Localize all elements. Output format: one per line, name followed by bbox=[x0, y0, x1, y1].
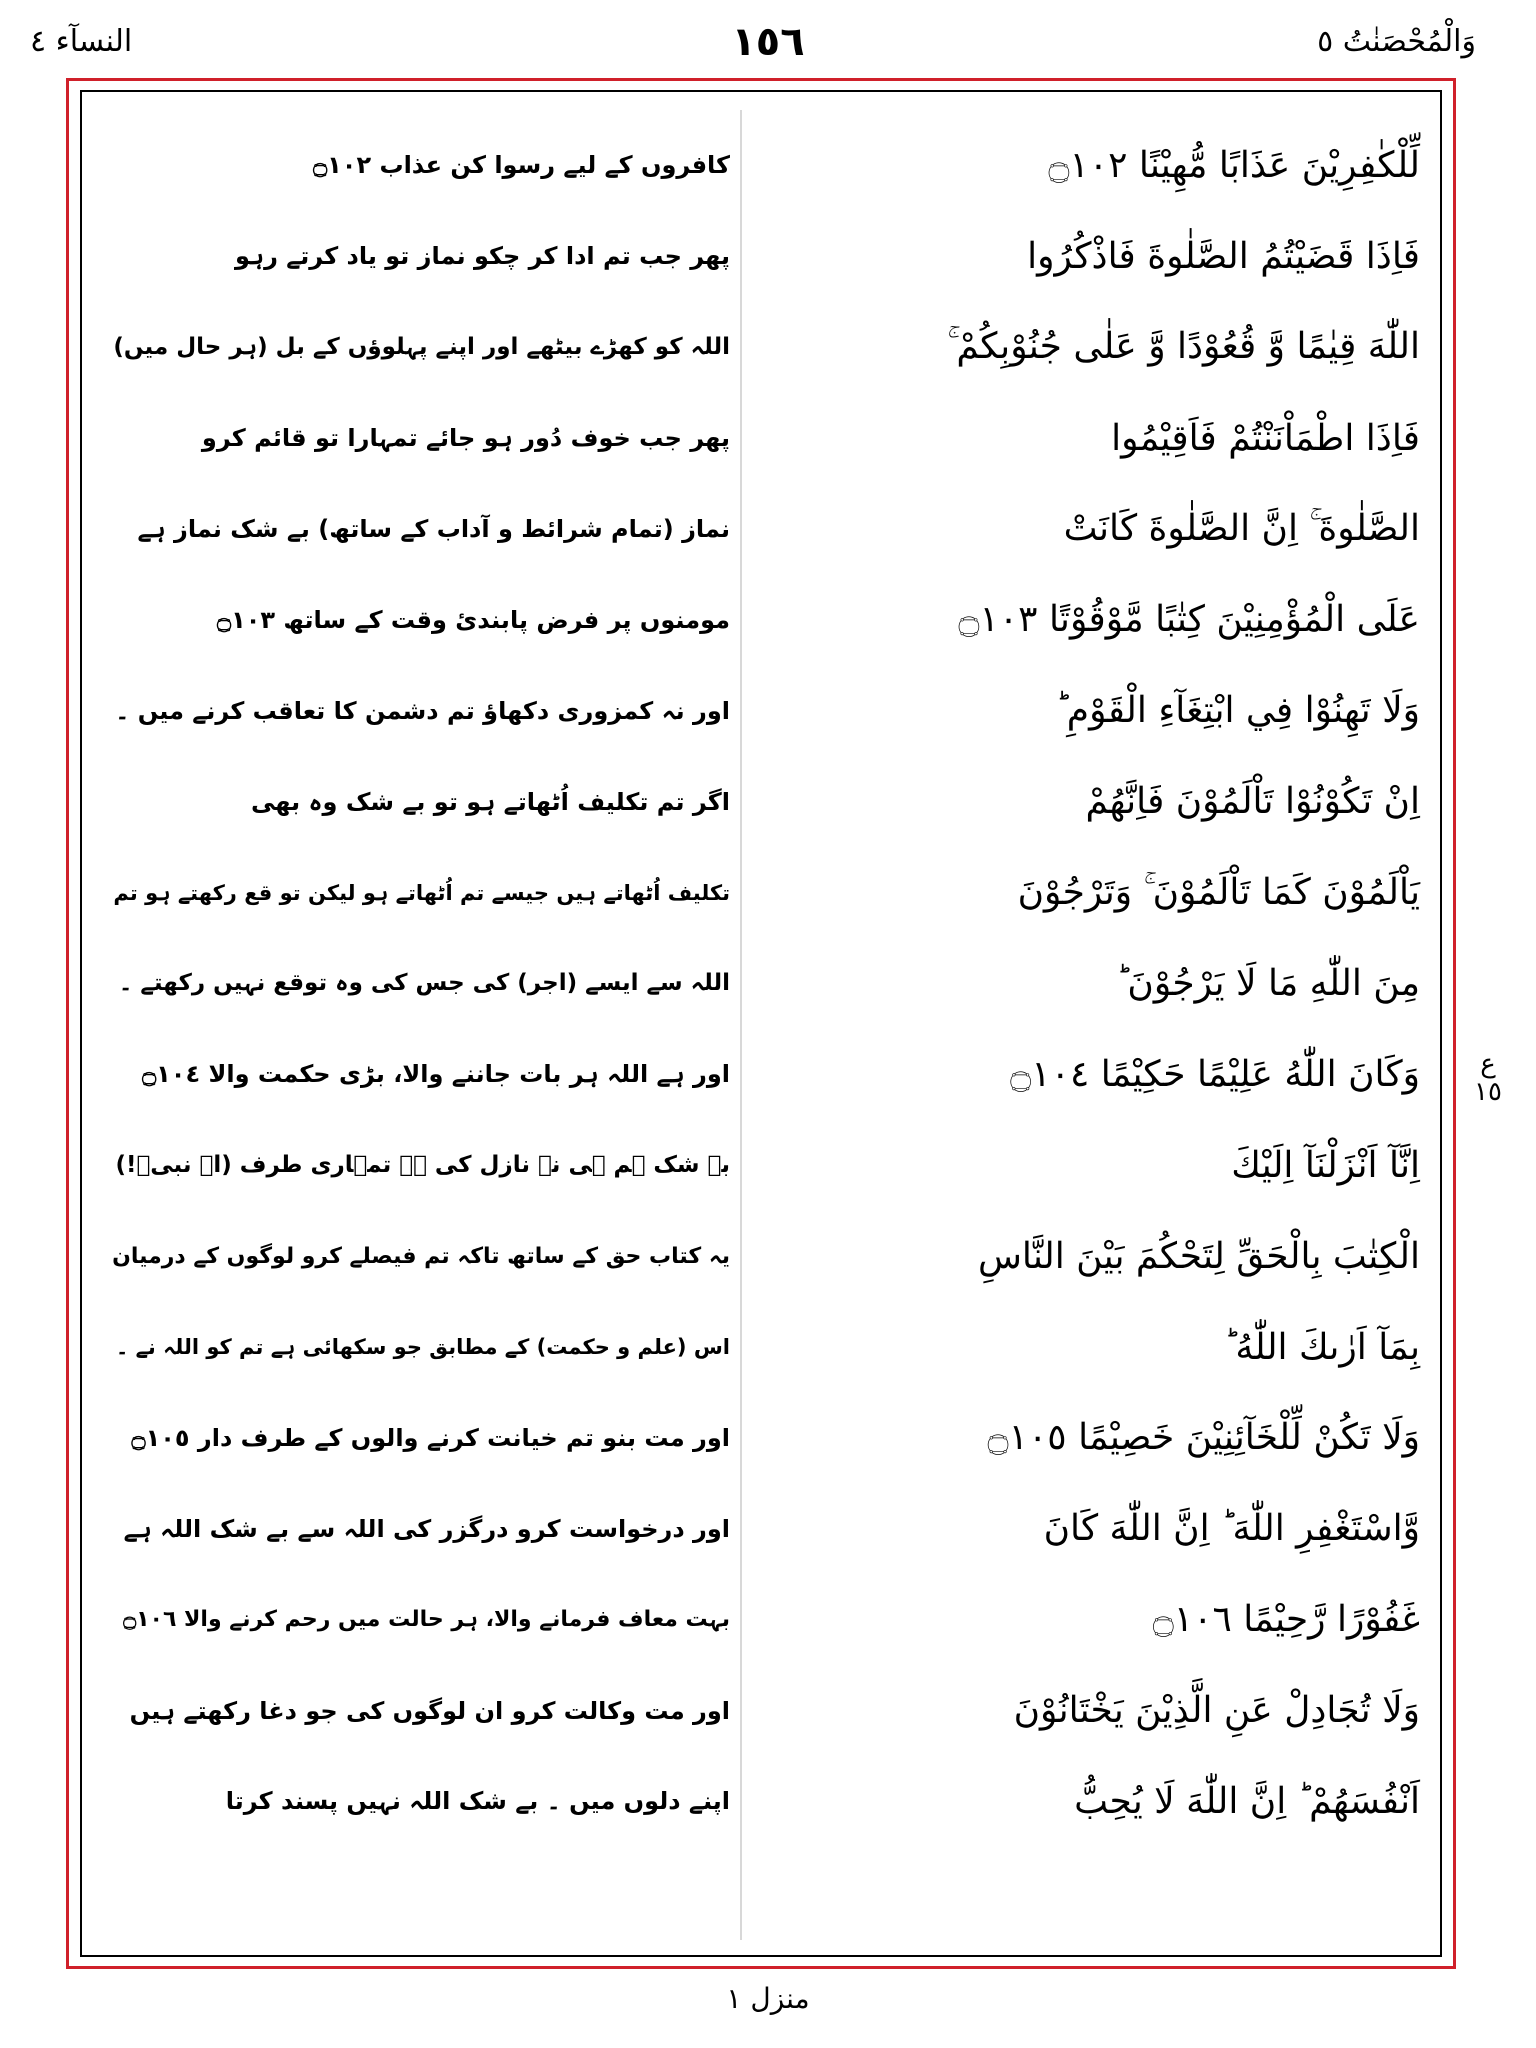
urdu-translation-line bbox=[100, 393, 730, 484]
arabic-verse-line bbox=[930, 665, 1420, 756]
arabic-verse-line-text: يَاْلَمُوْنَ كَمَا تَاْلَمُوْنَ ۚ وَتَرْجُوْنَ bbox=[1017, 871, 1420, 913]
urdu-translation-line bbox=[100, 1574, 730, 1665]
arabic-verse-line-text: وَّاسْتَغْفِرِ اللّٰهَ ؕ اِنَّ اللّٰهَ كَانَ bbox=[1043, 1508, 1420, 1550]
arabic-verse-line bbox=[930, 1029, 1420, 1120]
arabic-verse-line-text: وَلَا تَكُنْ لِّلْخَآئِنِيْنَ خَصِيْمًا ۝١٠٥ bbox=[987, 1417, 1420, 1459]
urdu-translation-line bbox=[100, 574, 730, 665]
arabic-verse-line bbox=[930, 574, 1420, 665]
surah-part-header: وَالْمُحْصَنٰتُ ٥ bbox=[1317, 24, 1476, 59]
urdu-translation-line-text: اللہ سے ایسے (اجر) کی جس کی وہ توقع نہیں رکھتے ۔ bbox=[118, 970, 730, 997]
urdu-translation-line bbox=[100, 120, 730, 211]
arabic-verse-line-text: الصَّلٰوةَ ۚ اِنَّ الصَّلٰوةَ كَانَتْ bbox=[1063, 508, 1420, 549]
urdu-translation-line bbox=[100, 1211, 730, 1302]
arabic-verse-line bbox=[930, 847, 1420, 938]
arabic-verse-line-text: اَنْفُسَهُمْ ؕ اِنَّ اللّٰهَ لَا يُحِبُّ bbox=[1074, 1780, 1420, 1822]
arabic-verse-line bbox=[930, 938, 1420, 1029]
urdu-translation-line-text: نماز (تمام شرائط و آداب کے ساتھ) بے شک نماز ہے bbox=[137, 515, 730, 543]
urdu-translation-line-text: بہت معاف فرمانے والا، ہر حالت میں رحم کرنے والا ۝١٠٦ bbox=[123, 1607, 730, 1633]
surah-name-header: النسآء ٤ bbox=[30, 24, 133, 59]
arabic-verse-line bbox=[930, 756, 1420, 847]
urdu-translation-line-text: اگر تم تکلیف اُٹھاتے ہو تو بے شک وہ بھی bbox=[251, 787, 730, 816]
arabic-verse-line bbox=[930, 302, 1420, 393]
arabic-verse-line-text: الْكِتٰبَ بِالْحَقِّ لِتَحْكُمَ بَيْنَ النَّاسِ bbox=[977, 1235, 1420, 1277]
column-divider bbox=[740, 110, 742, 1940]
urdu-translation-line bbox=[100, 1392, 730, 1483]
urdu-translation-line-text: اور درخواست کرو درگزر کی اللہ سے بے شک اللہ ہے bbox=[123, 1514, 730, 1543]
arabic-verse-line bbox=[930, 1756, 1420, 1847]
arabic-verse-line bbox=[930, 1483, 1420, 1574]
urdu-translation-line bbox=[100, 302, 730, 393]
urdu-translation-line-text: اور مت وکالت کرو ان لوگوں کی جو دغا رکھتے ہیں bbox=[129, 1696, 730, 1725]
urdu-translation-line bbox=[100, 1756, 730, 1847]
urdu-translation-line bbox=[100, 484, 730, 575]
urdu-translation-line-text: پھر جب تم ادا کر چکو نماز تو یاد کرتے رہو bbox=[234, 242, 730, 271]
urdu-translation-line bbox=[100, 665, 730, 756]
arabic-verse-line-text: اللّٰهَ قِيٰمًا وَّ قُعُوْدًا وَّ عَلٰى جُنُوْبِكُمْ ۚ bbox=[947, 326, 1420, 368]
urdu-translation-line bbox=[100, 938, 730, 1029]
arabic-verse-line-text: اِنْ تَكُوْنُوْا تَاْلَمُوْنَ فَاِنَّهُمْ bbox=[1085, 781, 1420, 823]
arabic-verse-line-text: وَلَا تَهِنُوْا فِي ابْتِغَآءِ الْقَوْمِ ؕ bbox=[1055, 690, 1420, 732]
arabic-verse-line bbox=[930, 1574, 1420, 1665]
urdu-translation-line-text: اللہ کو کھڑے بیٹھے اور اپنے پہلوؤں کے بل (ہر حال میں) bbox=[113, 334, 730, 361]
urdu-translation-line bbox=[100, 1120, 730, 1211]
manzil-footer: منزل ١ bbox=[726, 1982, 810, 2015]
urdu-translation-line bbox=[100, 1483, 730, 1574]
urdu-translation-line-text: اپنے دلوں میں ۔ بے شک اللہ نہیں پسند کرتا bbox=[225, 1787, 730, 1816]
urdu-translation-line bbox=[100, 847, 730, 938]
arabic-verse-line-text: وَلَا تُجَادِلْ عَنِ الَّذِيْنَ يَخْتَانُوْنَ bbox=[1013, 1690, 1420, 1732]
urdu-translation-line-text: اور مت بنو تم خیانت کرنے والوں کے طرف دار ۝١٠٥ bbox=[131, 1423, 730, 1452]
arabic-verse-line-text: مِنَ اللّٰهِ مَا لَا يَرْجُوْنَ ؕ bbox=[1115, 962, 1420, 1004]
arabic-verse-line-text: غَفُوْرًا رَّحِيْمًا ۝١٠٦ bbox=[1152, 1599, 1420, 1641]
urdu-translation-line bbox=[100, 756, 730, 847]
urdu-translation-line-text: پھر جب خوف دُور ہو جائے تمہارا تو قائم کرو bbox=[201, 424, 730, 453]
urdu-translation-line-text: کافروں کے لیے رسوا کن عذاب ۝١٠٢ bbox=[313, 151, 730, 180]
urdu-translation-line-text: اور ہے اللہ ہر بات جاننے والا، بڑی حکمت والا ۝١٠٤ bbox=[142, 1060, 730, 1089]
urdu-translation-line-text: اس (علم و حکمت) کے مطابق جو سکھائی ہے تم کو اللہ نے ۔ bbox=[115, 1335, 730, 1360]
arabic-verse-line-text: بِمَآ اَرٰىكَ اللّٰهُ ؕ bbox=[1223, 1326, 1420, 1368]
urdu-translation-line bbox=[100, 1302, 730, 1393]
arabic-verse-line bbox=[930, 1392, 1420, 1483]
urdu-translation-line-text: اور نہ کمزوری دکھاؤ تم دشمن کا تعاقب کرنے میں ۔ bbox=[115, 696, 730, 725]
urdu-translation-line-text: تکلیف اُٹھاتے ہیں جیسے تم اُٹھاتے ہو لیکن تو قع رکھتے ہو تم bbox=[113, 880, 730, 905]
arabic-verse-line-text: اِنَّآ اَنْزَلْنَآ اِلَيْكَ bbox=[1231, 1144, 1420, 1186]
arabic-column bbox=[930, 120, 1420, 1847]
arabic-verse-line bbox=[930, 393, 1420, 484]
arabic-verse-line bbox=[930, 211, 1420, 302]
arabic-verse-line bbox=[930, 1211, 1420, 1302]
arabic-verse-line bbox=[930, 120, 1420, 211]
urdu-translation-line bbox=[100, 1029, 730, 1120]
urdu-translation-line-text: یہ کتاب حق کے ساتھ تاکہ تم فیصلے کرو لوگوں کے درمیان bbox=[112, 1243, 730, 1269]
arabic-verse-line bbox=[930, 1120, 1420, 1211]
urdu-translation-line bbox=[100, 1665, 730, 1756]
arabic-verse-line-text: عَلَى الْمُؤْمِنِيْنَ كِتٰبًا مَّوْقُوْتًا ۝١٠٣ bbox=[958, 599, 1420, 641]
arabic-verse-line-text: وَكَانَ اللّٰهُ عَلِيْمًا حَكِيْمًا ۝١٠٤ bbox=[1010, 1053, 1420, 1095]
urdu-translation-line-text: بے شک ہم ہی نے نازل کی ہے تمہاری طرف (اے نبیؐ!) bbox=[115, 1152, 730, 1179]
arabic-verse-line-text: فَاِذَا اطْمَاْنَنْتُمْ فَاَقِيْمُوا bbox=[1111, 417, 1420, 459]
ruku-marker: ع ١٥ bbox=[1474, 1049, 1502, 1107]
urdu-translation-line-text: مومنوں پر فرض پابندیٔ وقت کے ساتھ ۝١٠٣ bbox=[217, 605, 730, 634]
arabic-verse-line-text: فَاِذَا قَضَيْتُمُ الصَّلٰوةَ فَاذْكُرُوا bbox=[1027, 235, 1420, 277]
page-number: ١٥٦ bbox=[731, 19, 805, 65]
urdu-translation-line bbox=[100, 211, 730, 302]
arabic-verse-line-text: لِّلْكٰفِرِيْنَ عَذَابًا مُّهِيْنًا ۝١٠٢ bbox=[1048, 144, 1420, 186]
arabic-verse-line bbox=[930, 1665, 1420, 1756]
arabic-verse-line bbox=[930, 1302, 1420, 1393]
urdu-translation-column bbox=[100, 120, 730, 1847]
arabic-verse-line bbox=[930, 484, 1420, 575]
